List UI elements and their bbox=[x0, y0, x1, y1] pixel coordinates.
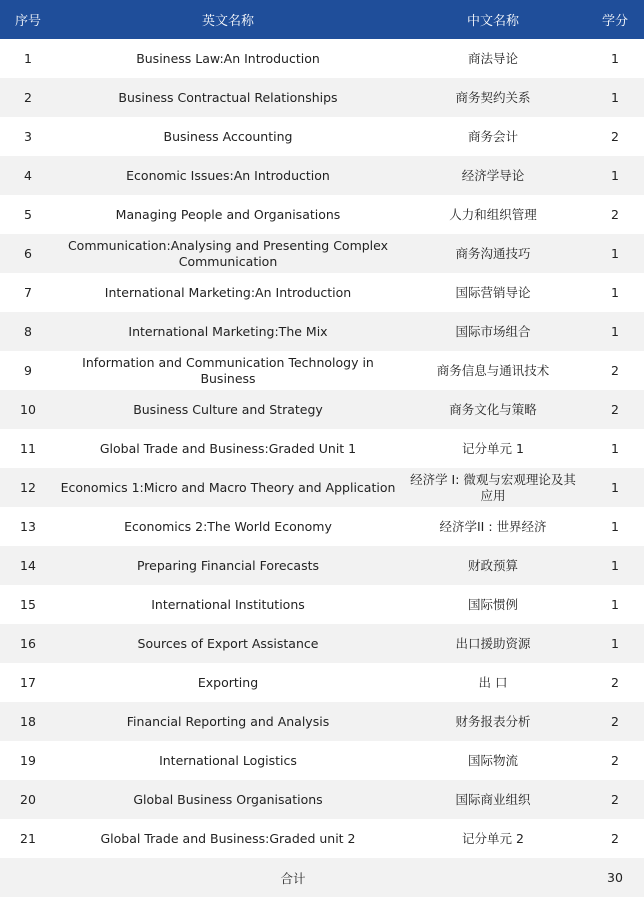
cell-english-name: Economics 1:Micro and Macro Theory and Application bbox=[60, 479, 396, 495]
table-row bbox=[0, 585, 644, 624]
table-row bbox=[0, 429, 644, 468]
cell-no: 10 bbox=[20, 401, 36, 417]
cell-chinese-name: 出 口 bbox=[478, 674, 508, 690]
table-row bbox=[0, 78, 644, 117]
cell-english-name: International Institutions bbox=[151, 596, 305, 612]
cell-english-name: Economic Issues:An Introduction bbox=[126, 167, 330, 183]
cell-no: 7 bbox=[24, 284, 32, 300]
total-label: 合计 bbox=[280, 870, 306, 886]
cell-chinese-name: 财务报表分析 bbox=[455, 713, 531, 729]
cell-chinese-name: 商务信息与通讯技术 bbox=[436, 362, 550, 378]
cell-english-name: Economics 2:The World Economy bbox=[124, 518, 332, 534]
cell-credit: 1 bbox=[611, 89, 619, 105]
cell-no: 13 bbox=[20, 518, 36, 534]
cell-credit: 2 bbox=[611, 128, 619, 144]
cell-no: 3 bbox=[24, 128, 32, 144]
cell-english-name: Communication:Analysing and Presenting Complex Communication bbox=[67, 237, 389, 269]
cell-chinese-name: 出口援助资源 bbox=[455, 635, 531, 651]
header-english-name: 英文名称 bbox=[201, 14, 254, 29]
table-row bbox=[0, 39, 644, 78]
cell-no: 5 bbox=[24, 206, 32, 222]
cell-chinese-name: 商务沟通技巧 bbox=[455, 245, 531, 261]
cell-credit: 1 bbox=[611, 245, 619, 261]
table-row bbox=[0, 546, 644, 585]
cell-english-name: Preparing Financial Forecasts bbox=[136, 557, 320, 573]
cell-no: 18 bbox=[20, 713, 36, 729]
cell-chinese-name: 经济学 I: 微观与宏观理论及其应用 bbox=[410, 471, 576, 503]
cell-credit: 2 bbox=[611, 362, 619, 378]
cell-chinese-name: 商务文化与策略 bbox=[449, 401, 537, 417]
cell-no: 11 bbox=[20, 440, 36, 456]
cell-credit: 1 bbox=[611, 518, 619, 534]
header-no: 序号 bbox=[14, 14, 41, 29]
cell-no: 1 bbox=[24, 50, 32, 66]
cell-chinese-name: 记分单元 2 bbox=[462, 830, 524, 846]
cell-no: 8 bbox=[24, 323, 32, 339]
header-credit: 学分 bbox=[601, 14, 628, 29]
cell-chinese-name: 商法导论 bbox=[467, 50, 518, 66]
cell-english-name: Global Trade and Business:Graded unit 2 bbox=[100, 830, 356, 846]
cell-chinese-name: 国际市场组合 bbox=[455, 323, 531, 339]
cell-no: 19 bbox=[20, 752, 36, 768]
cell-credit: 2 bbox=[611, 752, 619, 768]
cell-chinese-name: 人力和组织管理 bbox=[449, 206, 537, 222]
cell-no: 20 bbox=[20, 791, 36, 807]
cell-chinese-name: 国际物流 bbox=[467, 752, 518, 768]
table-row bbox=[0, 351, 644, 390]
cell-english-name: International Marketing:An Introduction bbox=[104, 284, 352, 300]
cell-chinese-name: 国际惯例 bbox=[467, 596, 518, 612]
cell-credit: 1 bbox=[611, 479, 619, 495]
cell-no: 12 bbox=[20, 479, 36, 495]
cell-english-name: Business Culture and Strategy bbox=[133, 401, 323, 417]
table-row bbox=[0, 234, 644, 273]
cell-no: 16 bbox=[20, 635, 36, 651]
total-value: 30 bbox=[607, 870, 623, 885]
cell-no: 15 bbox=[20, 596, 36, 612]
cell-chinese-name: 商务会计 bbox=[467, 128, 518, 144]
table-row bbox=[0, 117, 644, 156]
cell-credit: 2 bbox=[611, 674, 619, 690]
table-row bbox=[0, 312, 644, 351]
cell-chinese-name: 经济学导论 bbox=[461, 167, 525, 183]
table-row bbox=[0, 624, 644, 663]
table-row bbox=[0, 273, 644, 312]
table-row bbox=[0, 780, 644, 819]
header-chinese-name: 中文名称 bbox=[466, 14, 519, 29]
cell-no: 21 bbox=[20, 830, 36, 846]
cell-english-name: Business Contractual Relationships bbox=[118, 89, 338, 105]
cell-credit: 2 bbox=[611, 791, 619, 807]
cell-english-name: Managing People and Organisations bbox=[115, 206, 341, 222]
cell-no: 17 bbox=[20, 674, 36, 690]
cell-credit: 2 bbox=[611, 206, 619, 222]
cell-chinese-name: 经济学II : 世界经济 bbox=[439, 518, 547, 534]
cell-credit: 1 bbox=[611, 596, 619, 612]
cell-english-name: International Logistics bbox=[159, 752, 297, 768]
table-footer bbox=[0, 858, 644, 897]
cell-credit: 1 bbox=[611, 440, 619, 456]
table-row bbox=[0, 468, 644, 507]
table-row bbox=[0, 819, 644, 858]
table-row bbox=[0, 741, 644, 780]
cell-credit: 2 bbox=[611, 713, 619, 729]
cell-english-name: Sources of Export Assistance bbox=[137, 635, 319, 651]
cell-no: 9 bbox=[24, 362, 32, 378]
cell-english-name: Global Trade and Business:Graded Unit 1 bbox=[99, 440, 357, 456]
cell-english-name: International Marketing:The Mix bbox=[128, 323, 328, 339]
table-row bbox=[0, 507, 644, 546]
cell-chinese-name: 国际营销导论 bbox=[455, 284, 531, 300]
table-row bbox=[0, 390, 644, 429]
cell-credit: 1 bbox=[611, 284, 619, 300]
header-row bbox=[0, 0, 644, 39]
cell-no: 4 bbox=[24, 167, 32, 183]
cell-english-name: Information and Communication Technology in Business bbox=[82, 354, 374, 386]
cell-chinese-name: 财政预算 bbox=[467, 557, 518, 573]
cell-credit: 2 bbox=[611, 830, 619, 846]
table-row bbox=[0, 195, 644, 234]
cell-no: 14 bbox=[20, 557, 36, 573]
cell-english-name: Business Law:An Introduction bbox=[136, 50, 320, 66]
cell-english-name: Financial Reporting and Analysis bbox=[126, 713, 330, 729]
cell-credit: 1 bbox=[611, 50, 619, 66]
cell-credit: 1 bbox=[611, 323, 619, 339]
cell-chinese-name: 国际商业组织 bbox=[455, 791, 531, 807]
cell-chinese-name: 商务契约关系 bbox=[455, 89, 531, 105]
table-header bbox=[0, 0, 644, 39]
table-row bbox=[0, 702, 644, 741]
cell-english-name: Exporting bbox=[197, 674, 259, 690]
cell-credit: 1 bbox=[611, 557, 619, 573]
cell-credit: 1 bbox=[611, 635, 619, 651]
cell-credit: 1 bbox=[611, 167, 619, 183]
cell-no: 6 bbox=[24, 245, 32, 261]
total-row bbox=[0, 858, 644, 897]
cell-credit: 2 bbox=[611, 401, 619, 417]
table-row bbox=[0, 156, 644, 195]
cell-english-name: Business Accounting bbox=[163, 128, 293, 144]
cell-english-name: Global Business Organisations bbox=[133, 791, 323, 807]
table-body bbox=[0, 39, 644, 858]
cell-chinese-name: 记分单元 1 bbox=[462, 440, 524, 456]
table-row bbox=[0, 663, 644, 702]
cell-no: 2 bbox=[24, 89, 32, 105]
